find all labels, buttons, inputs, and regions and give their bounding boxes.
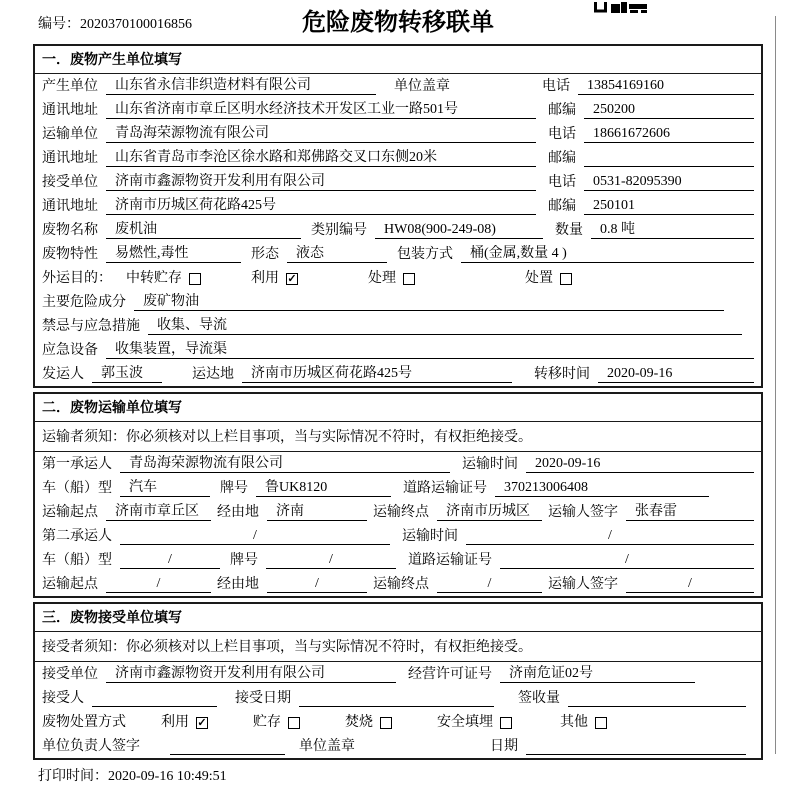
form-row bbox=[35, 338, 761, 362]
purpose-transit-storage-label: 中转贮存 bbox=[126, 271, 182, 286]
section-title-transporter: 二．废物运输单位填写 bbox=[35, 394, 761, 422]
responsible-signature-value bbox=[170, 737, 285, 755]
vehicle-type1-value: 汽车 bbox=[120, 479, 210, 497]
purpose-disposal-checkbox bbox=[560, 273, 572, 285]
destination-value: 济南市历城区荷花路425号 bbox=[242, 365, 512, 383]
form-row bbox=[35, 710, 761, 734]
carrier-signature2-value: / bbox=[626, 575, 754, 593]
form-row bbox=[35, 98, 761, 122]
receiver-unit-label: 接受单位 bbox=[42, 175, 98, 190]
disposal-storage bbox=[253, 714, 300, 731]
waste-characteristics-label: 废物特性 bbox=[42, 247, 98, 262]
via1-value: 济南 bbox=[267, 503, 367, 521]
form-row bbox=[35, 572, 761, 596]
disposal-storage-label: 贮存 bbox=[253, 715, 281, 730]
producer-address-label: 通讯地址 bbox=[42, 103, 98, 118]
producer-unit-label: 产生单位 bbox=[42, 79, 98, 94]
packaging-value: 桶(金属,数量 4 ) bbox=[461, 245, 754, 263]
print-time bbox=[38, 765, 796, 785]
form-row bbox=[35, 686, 761, 710]
terminus1-value: 济南市历城区 bbox=[437, 503, 542, 521]
via2-value: / bbox=[267, 575, 367, 593]
origin1-label: 运输起点 bbox=[42, 505, 98, 520]
form-row bbox=[35, 524, 761, 548]
waste-form-label: 形态 bbox=[251, 247, 279, 262]
carrier-signature1-value: 张春雷 bbox=[626, 503, 754, 521]
producer-postcode-value: 250200 bbox=[584, 101, 754, 119]
form-row bbox=[35, 74, 761, 98]
disposal-utilization-label: 利用 bbox=[161, 715, 189, 730]
form-row bbox=[35, 146, 761, 170]
sign-date-label: 日期 bbox=[490, 739, 518, 754]
form-row bbox=[35, 314, 761, 338]
receive-date-label: 接受日期 bbox=[235, 691, 291, 706]
section-receiver bbox=[33, 602, 763, 760]
received-quantity-label: 签收量 bbox=[518, 691, 560, 706]
receiving-unit-value: 济南市鑫源物资开发利用有限公司 bbox=[106, 665, 396, 683]
receiver-postcode-label: 邮编 bbox=[548, 199, 576, 214]
emergency-equipment-label: 应急设备 bbox=[42, 343, 98, 358]
vehicle-type2-value: / bbox=[120, 551, 220, 569]
road-permit2-value: / bbox=[500, 551, 754, 569]
transport-time2-value: / bbox=[466, 527, 754, 545]
vehicle-type1-label: 车（船）型 bbox=[42, 481, 112, 496]
purpose-disposal bbox=[525, 270, 572, 287]
received-quantity-value bbox=[568, 689, 746, 707]
waste-characteristics-value: 易燃性,毒性 bbox=[106, 245, 241, 263]
terminus2-value: / bbox=[437, 575, 542, 593]
print-time-label: 打印时间： bbox=[38, 769, 108, 784]
waste-code-value: HW08(900-249-08) bbox=[375, 221, 543, 239]
disposal-other bbox=[560, 714, 607, 731]
plate-number1-value: 鲁UK8120 bbox=[256, 479, 391, 497]
second-carrier-label: 第二承运人 bbox=[42, 529, 112, 544]
road-permit1-label: 道路运输证号 bbox=[403, 481, 487, 496]
receiver-phone-value: 0531-82095390 bbox=[584, 173, 754, 191]
producer-phone-label: 电话 bbox=[542, 79, 570, 94]
via1-label: 经由地 bbox=[217, 505, 259, 520]
disposal-utilization-checkbox: ✓ bbox=[197, 716, 207, 729]
road-permit2-label: 道路运输证号 bbox=[408, 553, 492, 568]
purpose-transit-storage-checkbox bbox=[189, 273, 201, 285]
form-row bbox=[35, 662, 761, 686]
disposal-other-checkbox bbox=[595, 717, 607, 729]
packaging-label: 包装方式 bbox=[397, 247, 453, 262]
disposal-incineration bbox=[345, 714, 392, 731]
print-time-value: 2020-09-16 10:49:51 bbox=[108, 769, 227, 784]
consignor-label: 发运人 bbox=[42, 367, 84, 382]
purpose-disposal-label: 处置 bbox=[525, 271, 553, 286]
receive-date-value bbox=[299, 689, 494, 707]
second-carrier-value: / bbox=[120, 527, 390, 545]
carrier-signature1-label: 运输人签字 bbox=[548, 505, 618, 520]
origin1-value: 济南市章丘区 bbox=[106, 503, 211, 521]
receiver-address-label: 通讯地址 bbox=[42, 199, 98, 214]
carrier-signature2-label: 运输人签字 bbox=[548, 577, 618, 592]
transfer-date-value: 2020-09-16 bbox=[598, 365, 754, 383]
transporter-postcode-value bbox=[584, 149, 754, 167]
terminus1-label: 运输终点 bbox=[373, 505, 429, 520]
road-permit1-value: 370213006408 bbox=[495, 479, 709, 497]
consignor-value: 郭玉波 bbox=[92, 365, 162, 383]
transfer-date-label: 转移时间 bbox=[534, 367, 590, 382]
section-producer bbox=[33, 44, 763, 388]
form-row bbox=[35, 476, 761, 500]
section-note-receiver: 接受者须知：你必须核对以上栏目事项，当与实际情况不符时，有权拒绝接受。 bbox=[35, 632, 761, 662]
form-row bbox=[35, 548, 761, 572]
form-row bbox=[35, 290, 761, 314]
section-transporter bbox=[33, 392, 763, 598]
transport-time2-label: 运输时间 bbox=[402, 529, 458, 544]
waste-name-value: 废机油 bbox=[106, 221, 301, 239]
purpose-transit-storage bbox=[126, 270, 201, 287]
disposal-incineration-label: 焚烧 bbox=[345, 715, 373, 730]
destination-label: 运达地 bbox=[192, 367, 234, 382]
form-row bbox=[35, 266, 761, 290]
vehicle-type2-label: 车（船）型 bbox=[42, 553, 112, 568]
waste-code-label: 类别编号 bbox=[311, 223, 367, 238]
responsible-signature-label: 单位负责人签字 bbox=[42, 739, 140, 754]
form-row bbox=[35, 218, 761, 242]
producer-unit-value: 山东省永信非织造材料有限公司 bbox=[106, 77, 376, 95]
sign-date-value bbox=[526, 737, 746, 755]
purpose-treatment-checkbox bbox=[403, 273, 415, 285]
waste-form-value: 液态 bbox=[287, 245, 387, 263]
qr-code-icon bbox=[594, 0, 648, 18]
serial-value: 2020370100016856 bbox=[80, 17, 192, 32]
transporter-phone-value: 18661672606 bbox=[584, 125, 754, 143]
page-edge-line bbox=[775, 16, 776, 754]
purpose-utilization-checkbox: ✓ bbox=[287, 272, 297, 285]
transporter-address-label: 通讯地址 bbox=[42, 151, 98, 166]
receiver-phone-label: 电话 bbox=[548, 175, 576, 190]
emergency-measures-value: 收集、导流 bbox=[148, 317, 742, 335]
producer-seal-label: 单位盖章 bbox=[394, 79, 450, 94]
waste-quantity-value: 0.8 吨 bbox=[591, 221, 754, 239]
purpose-utilization-label: 利用 bbox=[251, 271, 279, 286]
producer-postcode-label: 邮编 bbox=[548, 103, 576, 118]
form-row bbox=[35, 500, 761, 524]
transport-time1-value: 2020-09-16 bbox=[526, 455, 754, 473]
purpose-treatment bbox=[368, 270, 415, 287]
disposal-method-label: 废物处置方式 bbox=[42, 715, 126, 730]
transporter-postcode-label: 邮编 bbox=[548, 151, 576, 166]
waste-quantity-label: 数量 bbox=[555, 223, 583, 238]
transporter-address-value: 山东省青岛市李沧区徐水路和郑佛路交叉口东侧20米 bbox=[106, 149, 536, 167]
hazardous-component-value: 废矿物油 bbox=[134, 293, 724, 311]
first-carrier-label: 第一承运人 bbox=[42, 457, 112, 472]
disposal-landfill bbox=[437, 714, 512, 731]
page-title: 危险废物转移联单 bbox=[302, 10, 494, 36]
section-note-transporter: 运输者须知：你必须核对以上栏目事项，当与实际情况不符时，有权拒绝接受。 bbox=[35, 422, 761, 452]
form-row bbox=[35, 734, 761, 758]
form-row bbox=[35, 452, 761, 476]
form-row bbox=[35, 242, 761, 266]
license-number-value: 济南危证02号 bbox=[500, 665, 695, 683]
receiving-unit-label: 接受单位 bbox=[42, 667, 98, 682]
disposal-landfill-checkbox bbox=[500, 717, 512, 729]
waste-name-label: 废物名称 bbox=[42, 223, 98, 238]
form-row bbox=[35, 362, 761, 386]
first-carrier-value: 青岛海荣源物流有限公司 bbox=[120, 455, 450, 473]
plate-number1-label: 牌号 bbox=[220, 481, 248, 496]
emergency-measures-label: 禁忌与应急措施 bbox=[42, 319, 140, 334]
transporter-unit-label: 运输单位 bbox=[42, 127, 98, 142]
receiver-postcode-value: 250101 bbox=[584, 197, 754, 215]
via2-label: 经由地 bbox=[217, 577, 259, 592]
disposal-storage-checkbox bbox=[288, 717, 300, 729]
recipient-label: 接受人 bbox=[42, 691, 84, 706]
hazardous-component-label: 主要危险成分 bbox=[42, 295, 126, 310]
transporter-unit-value: 青岛海荣源物流有限公司 bbox=[106, 125, 536, 143]
emergency-equipment-value: 收集装置，导流渠 bbox=[106, 341, 754, 359]
receiver-unit-value: 济南市鑫源物资开发利用有限公司 bbox=[106, 173, 536, 191]
document-header bbox=[0, 0, 796, 44]
plate-number2-label: 牌号 bbox=[230, 553, 258, 568]
transfer-purpose-label: 外运目的： bbox=[42, 271, 112, 286]
form-row bbox=[35, 194, 761, 218]
form-sections bbox=[33, 44, 763, 760]
origin2-value: / bbox=[106, 575, 211, 593]
transport-time1-label: 运输时间 bbox=[462, 457, 518, 472]
transporter-phone-label: 电话 bbox=[548, 127, 576, 142]
disposal-other-label: 其他 bbox=[560, 715, 588, 730]
serial-label: 编号： bbox=[38, 17, 80, 32]
plate-number2-value: / bbox=[266, 551, 396, 569]
disposal-utilization bbox=[161, 714, 208, 731]
producer-address-value: 山东省济南市章丘区明水经济技术开发区工业一路501号 bbox=[106, 101, 536, 119]
form-row bbox=[35, 122, 761, 146]
receiver-address-value: 济南市历城区荷花路425号 bbox=[106, 197, 536, 215]
license-number-label: 经营许可证号 bbox=[408, 667, 492, 682]
purpose-treatment-label: 处理 bbox=[368, 271, 396, 286]
recipient-value bbox=[92, 689, 217, 707]
disposal-landfill-label: 安全填埋 bbox=[437, 715, 493, 730]
terminus2-label: 运输终点 bbox=[373, 577, 429, 592]
section-title-receiver: 三．废物接受单位填写 bbox=[35, 604, 761, 632]
unit-seal-label: 单位盖章 bbox=[299, 739, 355, 754]
producer-phone-value: 13854169160 bbox=[578, 77, 754, 95]
purpose-utilization bbox=[251, 270, 298, 287]
form-row bbox=[35, 170, 761, 194]
disposal-incineration-checkbox bbox=[380, 717, 392, 729]
section-title-producer: 一．废物产生单位填写 bbox=[35, 46, 761, 74]
origin2-label: 运输起点 bbox=[42, 577, 98, 592]
